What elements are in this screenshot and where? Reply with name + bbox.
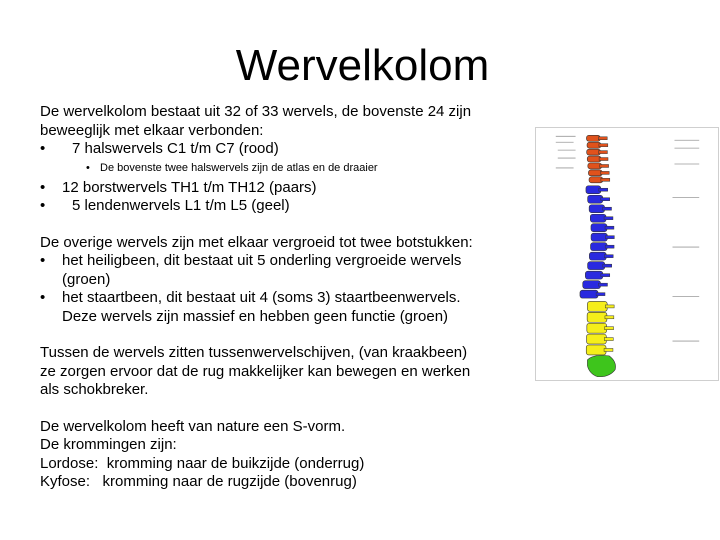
- thoracic-vertebra-process-11: [599, 283, 608, 286]
- thoracic-vertebra-process-3: [603, 207, 612, 210]
- bullet-text-line-1: het heiligbeen, dit bestaat uit 5 onderling vergroeide wervels: [62, 252, 462, 269]
- thoracic-vertebra-4: [590, 214, 606, 222]
- bullet-sacrum: [40, 252, 520, 289]
- cervical-vertebra-process-2: [599, 144, 608, 147]
- thoracic-vertebra-10: [585, 271, 603, 279]
- thoracic-vertebra-process-9: [603, 264, 612, 267]
- spine-illustration: [535, 127, 719, 381]
- bullet-text-line-1: het staartbeen, dit bestaat uit 4 (soms 3) staartbeenwervels.: [62, 289, 461, 306]
- lumbar-vertebra-2: [587, 312, 607, 322]
- lumbar-vertebra-process-1: [605, 305, 614, 308]
- cervical-vertebra-process-5: [600, 164, 609, 167]
- thoracic-vertebra-process-5: [605, 226, 614, 229]
- cervical-vertebrae: [586, 135, 609, 182]
- thoracic-vertebra-5: [591, 224, 607, 232]
- bullet-lumbar: [40, 197, 520, 216]
- lumbar-vertebra-3: [587, 323, 607, 333]
- thoracic-vertebra-7: [591, 243, 608, 251]
- bullet-text-line-2: Deze wervels zijn massief en hebben geen functie (groen): [62, 307, 449, 325]
- sacrum-coccyx: [587, 355, 615, 376]
- thoracic-vertebra-3: [589, 205, 604, 213]
- para4-line-kyfose: Kyfose: kromming naar de rugzijde (bovenrug): [40, 473, 357, 490]
- cervical-vertebra-process-6: [600, 171, 609, 174]
- bullet-thoracic: [40, 179, 520, 198]
- bullet-dot: •: [86, 161, 90, 174]
- bullet-text: 7 halswervels C1 t/m C7 (rood): [72, 140, 279, 157]
- lumbar-vertebra-process-5: [604, 348, 613, 351]
- bullet-text-line-2: (groen): [62, 270, 111, 288]
- spine-svg: [536, 128, 718, 380]
- thoracic-vertebra-process-8: [604, 255, 613, 258]
- thoracic-vertebra-process-6: [605, 236, 614, 239]
- bullet-dot: •: [40, 178, 46, 196]
- sub-bullet-atlas: [40, 161, 520, 175]
- bullet-dot: •: [40, 289, 46, 306]
- intro-line-1: De wervelkolom bestaat uit 32 of 33 wervels, de bovenste 24 zijn: [40, 103, 472, 120]
- thoracic-vertebra-process-1: [599, 188, 608, 191]
- thoracic-vertebra-process-10: [601, 274, 610, 277]
- bullet-text: 12 borstwervels TH1 t/m TH12 (paars): [62, 178, 317, 196]
- thoracic-vertebra-process-7: [605, 245, 614, 248]
- thoracic-vertebrae: [580, 186, 614, 298]
- thoracic-vertebra-6: [591, 233, 607, 241]
- lumbar-vertebra-4: [587, 334, 607, 344]
- cervical-vertebra-process-1: [598, 137, 607, 140]
- cervical-vertebra-process-4: [599, 158, 608, 161]
- thoracic-vertebra-9: [588, 262, 605, 270]
- intro-line-2: beweeglijk met elkaar verbonden:: [40, 121, 264, 139]
- para3-line-2: ze zorgen ervoor dat de rug makkelijker kan bewegen en werken: [40, 362, 471, 380]
- thoracic-vertebra-process-2: [601, 198, 610, 201]
- lumbar-vertebrae: [586, 301, 614, 354]
- slide-title: Wervelkolom: [235, 41, 490, 90]
- spine-label-ticks: [556, 136, 699, 341]
- cervical-vertebra-process-3: [599, 151, 608, 154]
- bullet-dot: •: [40, 140, 46, 157]
- bullet-coccyx: [40, 289, 520, 326]
- lumbar-vertebra-5: [586, 345, 606, 355]
- sacrum-shape: [587, 355, 615, 376]
- lumbar-vertebra-process-4: [604, 338, 613, 341]
- para4-line-1: De wervelkolom heeft van nature een S-vorm.: [40, 417, 346, 435]
- thoracic-vertebra-process-4: [604, 217, 613, 220]
- thoracic-vertebra-11: [583, 281, 601, 289]
- bullet-cervical: [40, 140, 520, 159]
- lumbar-vertebra-process-2: [605, 316, 614, 319]
- cervical-vertebra-process-7: [601, 178, 610, 181]
- thoracic-vertebra-12: [580, 290, 598, 298]
- bullet-text: 5 lendenwervels L1 t/m L5 (geel): [72, 197, 290, 214]
- para2-intro: De overige wervels zijn met elkaar vergroeid tot twee botstukken:: [40, 233, 473, 251]
- sub-bullet-text: De bovenste twee halswervels zijn de atlas en de draaier: [100, 161, 378, 174]
- para4-line-2: De krommingen zijn:: [40, 436, 177, 453]
- bullet-dot: •: [40, 252, 46, 269]
- para3-line-1: Tussen de wervels zitten tussenwervelschijven, (van kraakbeen): [40, 344, 468, 361]
- thoracic-vertebra-8: [589, 252, 606, 260]
- para4-line-lordose: Lordose: kromming naar de buikzijde (onderrug): [40, 454, 365, 472]
- slide-body: [40, 103, 520, 492]
- lumbar-vertebra-1: [587, 301, 607, 311]
- thoracic-vertebra-process-12: [596, 293, 605, 296]
- para3-line-3: als schokbreker.: [40, 381, 149, 398]
- lumbar-vertebra-process-3: [605, 327, 614, 330]
- bullet-dot: •: [40, 197, 46, 214]
- thoracic-vertebra-2: [588, 195, 603, 203]
